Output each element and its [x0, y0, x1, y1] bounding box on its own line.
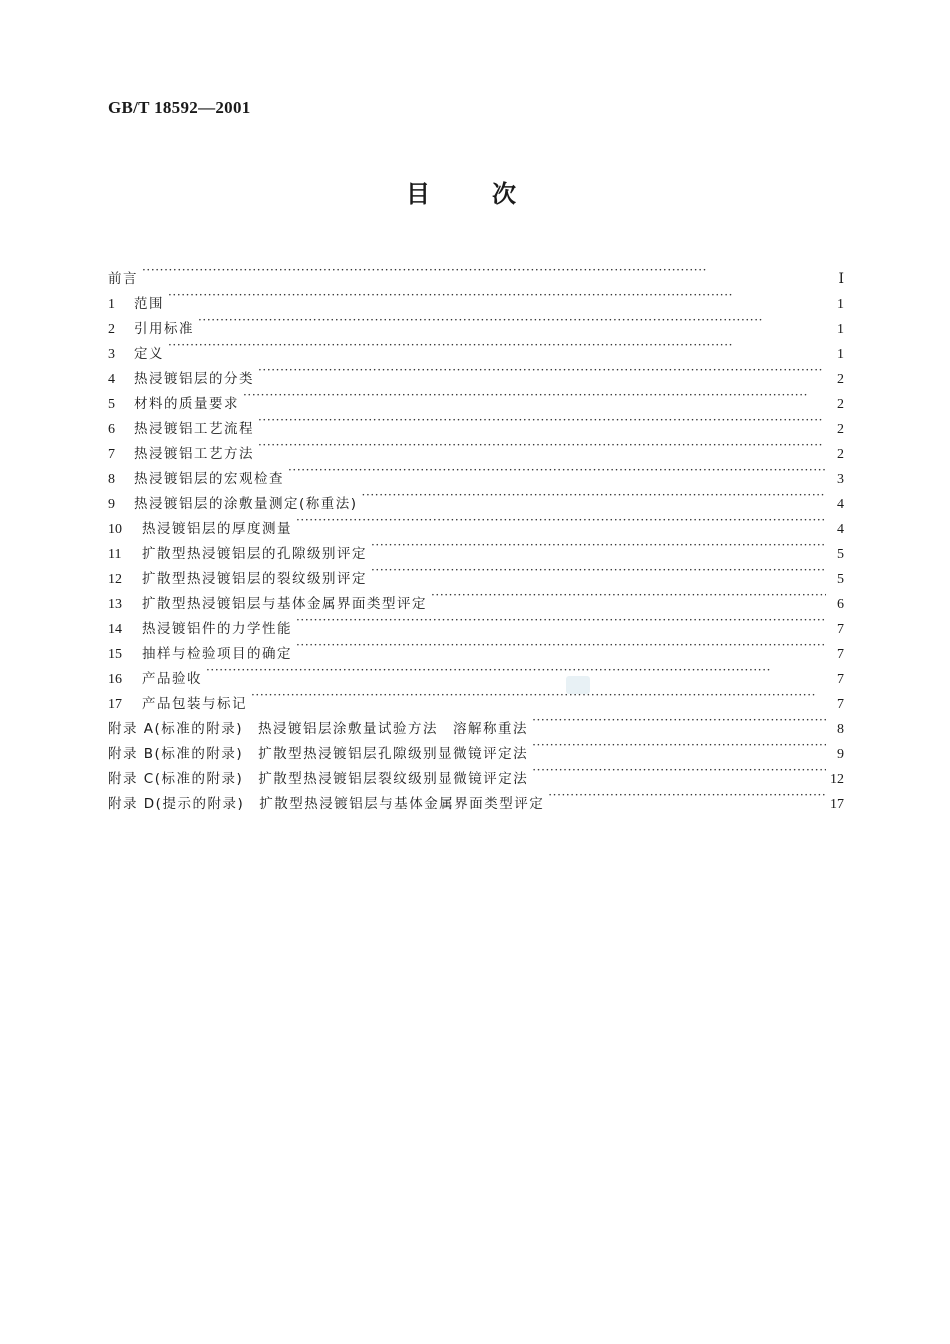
toc-entry-number: 11 [108, 547, 122, 562]
toc-title: 目次 [406, 180, 578, 208]
toc-leader-dots [532, 708, 826, 733]
toc-entry-label: 引用标准 [134, 321, 194, 337]
toc-entry-page: 1 [837, 322, 844, 337]
toc-entry-label: 产品包装与标记 [142, 696, 247, 712]
toc-entry-label: 范围 [134, 296, 164, 312]
toc-entry-page: 3 [837, 472, 844, 487]
toc-entry-page: 1 [837, 297, 844, 312]
watermark-logo [566, 676, 590, 694]
toc-entry[interactable] [108, 358, 844, 387]
toc-leader-dots [548, 783, 826, 808]
toc-entry-label: 前言 [108, 271, 138, 287]
toc-entry-page: 7 [837, 622, 844, 637]
toc-entry-page: 4 [837, 497, 844, 512]
toc-entry-number: 3 [108, 347, 115, 362]
toc-entry-page: Ⅰ [838, 272, 844, 287]
toc-leader-dots [371, 558, 826, 583]
toc-entry-number: 16 [108, 672, 122, 687]
toc-entry-label: 附录 D(提示的附录) 扩散型热浸镀铝层与基体金属界面类型评定 [108, 796, 545, 812]
toc-entry-label: 附录 A(标准的附录) 热浸镀铝层涂敷量试验方法 溶解称重法 [108, 721, 529, 737]
toc-entry-label: 抽样与检验项目的确定 [142, 646, 292, 662]
toc-entry-label: 热浸镀铝件的力学性能 [142, 621, 292, 637]
toc-leader-dots [258, 358, 826, 383]
toc-leader-dots [431, 583, 826, 608]
toc-entry-label: 扩散型热浸镀铝层的裂纹级别评定 [142, 571, 367, 587]
toc-entry-label: 热浸镀铝层的涂敷量测定(称重法) [134, 496, 358, 512]
toc-leader-dots [251, 683, 826, 708]
toc-entry-number: 17 [108, 697, 122, 712]
toc-entry-page: 12 [830, 772, 844, 787]
toc-entry-page: 8 [837, 722, 844, 737]
toc-entry-page: 17 [830, 797, 844, 812]
toc-entry-number: 1 [108, 297, 115, 312]
toc-entry-page: 2 [837, 447, 844, 462]
toc-entry-label: 热浸镀铝层的厚度测量 [142, 521, 292, 537]
toc-leader-dots [362, 483, 826, 508]
toc-entry-page: 6 [837, 597, 844, 612]
toc-leader-dots [532, 733, 826, 758]
toc-entry-label: 附录 C(标准的附录) 扩散型热浸镀铝层裂纹级别显微镜评定法 [108, 771, 529, 787]
toc-entry[interactable] [108, 658, 844, 687]
toc-entry-label: 产品验收 [142, 671, 202, 687]
toc-leader-dots [296, 633, 826, 658]
toc-entry-page: 4 [837, 522, 844, 537]
toc-entry-page: 1 [837, 347, 844, 362]
toc-leader-dots [258, 433, 826, 458]
toc-entry-label: 扩散型热浸镀铝层的孔隙级别评定 [142, 546, 367, 562]
table-of-contents [108, 258, 844, 812]
toc-leader-dots [296, 508, 826, 533]
toc-entry[interactable] [108, 333, 844, 362]
toc-entry[interactable] [108, 308, 844, 337]
toc-entry-page: 2 [837, 422, 844, 437]
toc-entry-label: 定义 [134, 346, 164, 362]
toc-entry-label: 热浸镀铝工艺流程 [134, 421, 254, 437]
toc-entry-number: 8 [108, 472, 115, 487]
toc-entry-page: 5 [837, 572, 844, 587]
toc-entry[interactable] [108, 258, 844, 287]
toc-entry-page: 5 [837, 547, 844, 562]
toc-entry-number: 6 [108, 422, 115, 437]
toc-entry-number: 14 [108, 622, 122, 637]
toc-leader-dots [206, 658, 826, 683]
toc-leader-dots [198, 308, 826, 333]
toc-entry-label: 热浸镀铝层的宏观检查 [134, 471, 284, 487]
standard-code: GB/T 18592—2001 [108, 98, 251, 117]
toc-entry-label: 热浸镀铝层的分类 [134, 371, 254, 387]
toc-entry-page: 2 [837, 372, 844, 387]
toc-entry[interactable] [108, 283, 844, 312]
toc-entry-number: 13 [108, 597, 122, 612]
toc-entry-number: 9 [108, 497, 115, 512]
toc-entry-page: 2 [837, 397, 844, 412]
toc-leader-dots [371, 533, 826, 558]
toc-leader-dots [532, 758, 826, 783]
toc-entry-number: 7 [108, 447, 115, 462]
toc-entry-number: 5 [108, 397, 115, 412]
toc-leader-dots [142, 258, 826, 283]
toc-leader-dots [168, 283, 826, 308]
toc-entry-number: 4 [108, 372, 115, 387]
toc-entry-number: 12 [108, 572, 122, 587]
toc-leader-dots [296, 608, 826, 633]
toc-entry-number: 10 [108, 522, 122, 537]
toc-entry-label: 材料的质量要求 [134, 396, 239, 412]
toc-entry-label: 扩散型热浸镀铝层与基体金属界面类型评定 [142, 596, 427, 612]
toc-leader-dots [243, 383, 826, 408]
toc-entry-page: 7 [837, 672, 844, 687]
toc-leader-dots [168, 333, 826, 358]
toc-entry-page: 7 [837, 647, 844, 662]
toc-entry-page: 7 [837, 697, 844, 712]
toc-leader-dots [288, 458, 826, 483]
toc-leader-dots [258, 408, 826, 433]
toc-entry-number: 15 [108, 647, 122, 662]
toc-entry-number: 2 [108, 322, 115, 337]
toc-entry-label: 热浸镀铝工艺方法 [134, 446, 254, 462]
toc-entry-label: 附录 B(标准的附录) 扩散型热浸镀铝层孔隙级别显微镜评定法 [108, 746, 529, 762]
toc-entry[interactable] [108, 683, 844, 712]
toc-entry-page: 9 [837, 747, 844, 762]
